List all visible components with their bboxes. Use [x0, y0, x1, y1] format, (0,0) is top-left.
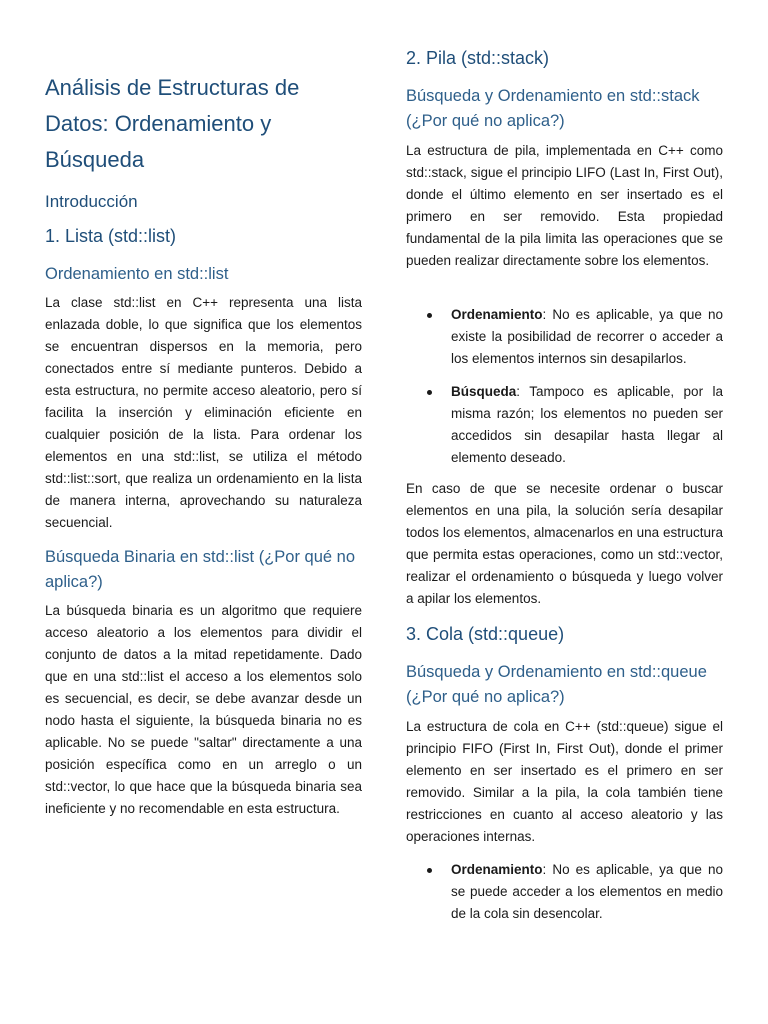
- paragraph-stack-closing: En caso de que se necesite ordenar o buscar elementos en una pila, la solución sería desapilar todos los elementos, almacenarlos en una estructura que permita estas operaciones, como un std::vector, realizar el ordenamiento o búsqueda y luego volver a apilar los elementos.: [406, 481, 723, 606]
- subsection-heading-list-binary-search: Búsqueda Binaria en std::list (¿Por qué no aplica?): [45, 548, 356, 591]
- bullet-icon: [427, 390, 432, 395]
- paragraph-list-sort: La clase std::list en C++ representa una lista enlazada doble, lo que significa que los elementos se encuentran dispersos en la memoria, pero conectados entre sí mediante punteros. Debido a esta estructura, no permite acceso aleatorio, pero sí facilita la inserción y eliminación eficiente en cualquier posición de la lista. Para ordenar los elementos en una std::list, se utiliza el método std::list::sort, que realiza un ordenamiento en la lista de manera interna, aprovechando su naturaleza secuencial.: [45, 295, 362, 530]
- subsection-heading-list-sort: Ordenamiento en std::list: [45, 265, 229, 283]
- list-item: [406, 381, 723, 469]
- paragraph-list-binary-search: La búsqueda binaria es un algoritmo que requiere acceso aleatorio a los elementos para dividir el conjunto de datos a la mitad repetidamente. Dado que en una std::list el acceso a los elementos solo es secuencial, es decir, se debe avanzar desde un nodo hasta el siguiente, la búsqueda binaria no es aplicable. No se puede "saltar" directamente a una posición específica como en un arreglo o un std::vector, lo que hace que la búsqueda binaria sea ineficiente y no recomendable en esta estructura.: [45, 603, 362, 816]
- bullet-icon: [427, 868, 432, 873]
- bullet-term: Ordenamiento: [451, 862, 543, 877]
- paragraph-stack: La estructura de pila, implementada en C++ como std::stack, sigue el principio LIFO (Last In, First Out), donde el último elemento en ser insertado es el primero en ser removido. Esta propiedad fundamental de la pila limita las operaciones que se pueden realizar directamente sobre los elementos.: [406, 143, 723, 268]
- subsection-heading-stack: Búsqueda y Ordenamiento en std::stack (¿Por qué no aplica?): [406, 87, 700, 130]
- document-title: Análisis de Estructuras de Datos: Ordenamiento y Búsqueda: [45, 75, 300, 172]
- intro-heading: Introducción: [45, 192, 138, 211]
- queue-bullet-list: [406, 859, 723, 925]
- section-heading-stack: 2. Pila (std::stack): [406, 48, 550, 68]
- subsection-heading-queue: Búsqueda y Ordenamiento en std::queue (¿Por qué no aplica?): [406, 663, 707, 706]
- bullet-text: : Tampoco es aplicable, por la misma razón; los elementos no pueden ser accedidos sin desapilar hasta llegar al elemento deseado.: [451, 384, 723, 465]
- bullet-icon: [427, 313, 432, 318]
- bullet-text: : No es aplicable, ya que no existe la posibilidad de recorrer o acceder a los elementos internos sin desapilarlos.: [451, 307, 723, 366]
- bullet-term: Búsqueda: [451, 384, 517, 399]
- bullet-text: : No es aplicable, ya que no se puede acceder a los elementos en medio de la cola sin desencolar.: [451, 862, 723, 921]
- list-item: [406, 859, 723, 925]
- section-heading-queue: 3. Cola (std::queue): [406, 624, 565, 644]
- bullet-term: Ordenamiento: [451, 307, 543, 322]
- paragraph-queue: La estructura de cola en C++ (std::queue) sigue el principio FIFO (First In, First Out), donde el primer elemento en ser insertado es el primero en ser removido. Similar a la pila, la cola también tiene restricciones en cuanto al acceso aleatorio y las operaciones internas.: [406, 719, 723, 844]
- section-heading-list: 1. Lista (std::list): [45, 226, 177, 246]
- stack-bullet-list: [406, 304, 723, 469]
- list-item: [406, 304, 723, 370]
